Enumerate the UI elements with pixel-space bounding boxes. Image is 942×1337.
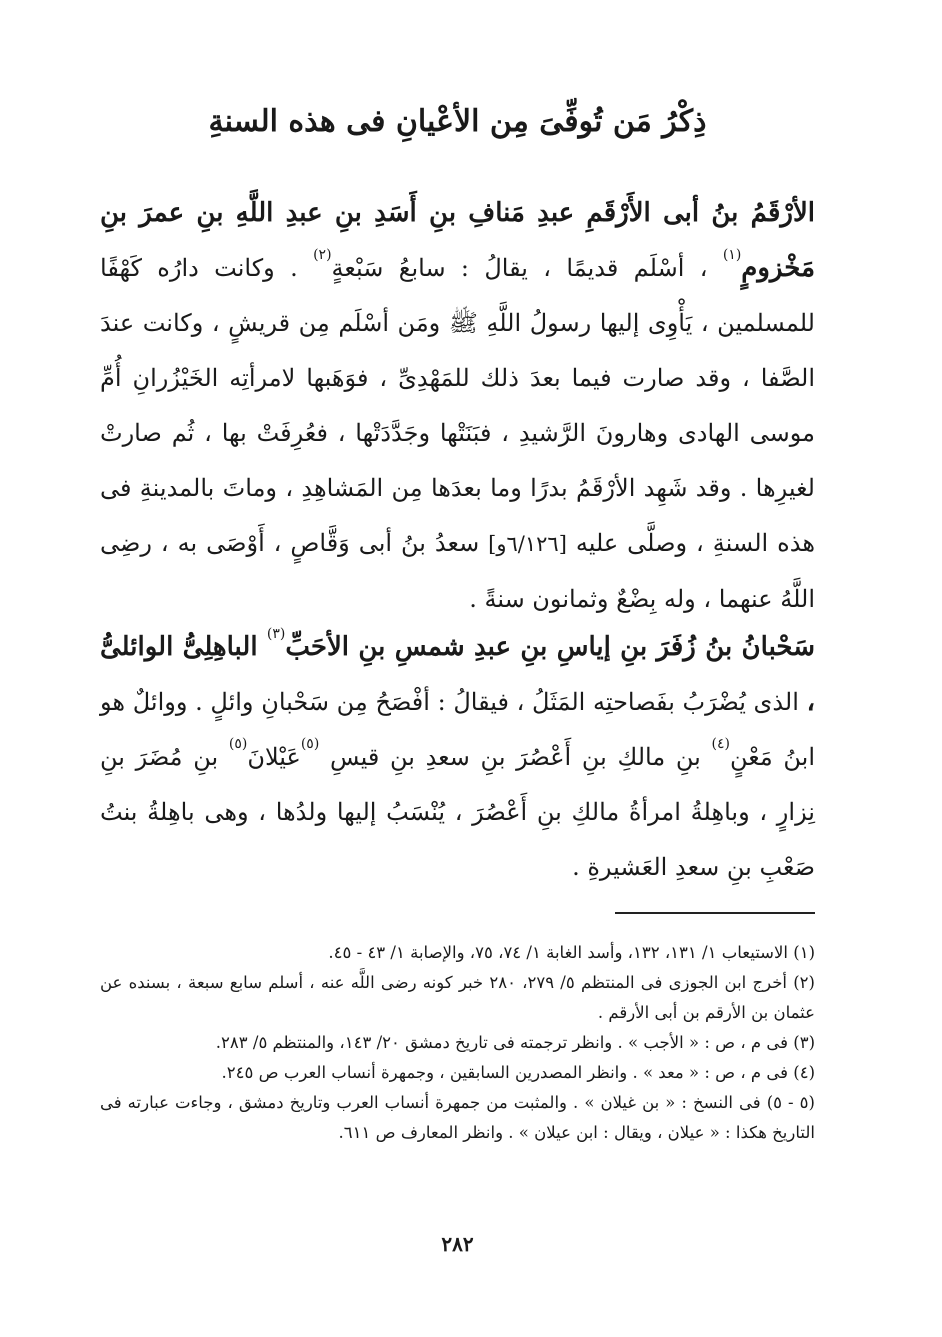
footnotes — [100, 938, 815, 1148]
section-heading: ذِكْرُ مَن تُوفِّىَ مِن الأعْيانِ فى هذه السنةِ — [208, 104, 707, 139]
footnote-ref: (٤) — [711, 736, 730, 752]
footnote-ref: (٥) — [228, 736, 248, 752]
entry-name: الأرْقَمُ بنُ أبى الأَرْقَمِ عبدِ مَنافِ بنِ أَسَدِ بنِ عبدِ اللَّهِ بنِ عمرَ بنِ مَخْزومٍ — [100, 198, 815, 283]
entry-text: سعدُ بنُ أبى وَقَّاصٍ ، أَوْصَى به ، رضِى اللَّهُ عنهما ، وله بِضْعٌ وثمانون سنةً . — [100, 529, 815, 613]
entry-name-tail: الباهِلِىُّ الوائلىُّ ، — [100, 632, 815, 717]
footnote-4: (٤) فى م ، ص : « معد » . وانظر المصدرين السابقين ، وجمهرة أنساب العرب ص ٢٤٥. — [221, 1063, 815, 1082]
entry-text: . وكانت دارُه كَهْفًا للمسلمين ، يَأْوِى إليها رسولُ اللَّهِ ﷺ ومَن أسْلَم مِن قريشٍ ، وكانت عندَ الصَّفا ، وقد صارت فيما بعدَ ذلك للمَهْدِىِّ ، فوَهَبها لامرأتِه الخَيْزُرانِ أُمِّ موسى الهادى وهارونَ الرَّشيدِ ، فبَنَتْها وجَدَّدَتْها ، فعُرِفَتْ بها ، ثُم صارتْ لغيرِها . وقد شَهِد الأرْقَمُ بدرًا وما بعدَها مِن المَشاهِدِ ، وماتَ بالمدينةِ فى هذه السنةِ ، وصلَّى عليه — [100, 254, 815, 557]
book-page — [100, 0, 815, 1337]
footnote-3: (٣) فى م ، ص : « الأجب » . وانظر ترجمته فى تاريخ دمشق ٢٠/ ١٤٣، والمنتظم ٥/ ٢٨٣. — [215, 1033, 815, 1052]
footnote-divider — [615, 912, 815, 914]
biography-entry-arqam — [100, 186, 815, 627]
entry-text: بنِ مالكِ بنِ أَعْصُرَ بنِ سعدِ بنِ قيسِ — [319, 743, 712, 771]
footnote-ref: (١) — [722, 247, 742, 263]
entry-text: ، أسْلَم قديمًا ، يقالُ : سابعُ سَبْعةٍ — [331, 254, 723, 282]
entry-name: سَحْبانُ بنُ زُفَرَ بنِ إياسِ بنِ عبدِ شمسِ بنِ الأحَبِّ — [285, 632, 815, 662]
footnote-5: (٥ - ٥) فى النسخ : « بن غيلان » . والمثبت من جمهرة أنساب العرب وتاريخ دمشق ، وجاءت عبارته فى التاريخ هكذا : « عيلان ، ويقال : ابن عيلان » . وانظر المعارف ص ٦١١. — [100, 1093, 815, 1142]
footnote-ref: (٥) — [300, 736, 320, 752]
entry-text: الذى يُضْرَبُ بفَصاحتِه المَثَلُ ، فيقالُ : أفْصَحُ مِن سَحْبانِ وائلٍ . ووائلٌ هو ابنُ مَعْنٍ — [100, 688, 815, 771]
manuscript-folio-ref: [٦/١٢٦و] — [488, 532, 567, 556]
biography-entry-sahban — [100, 620, 815, 895]
entry-text: بنِ مُضَرَ بنِ نِزارٍ ، وباهِلةُ امرأةُ مالكِ بنِ أَعْصُرَ ، يُنْسَبُ إليها ولدُها ، وهى باهِلةُ بنتُ صَعْبِ بنِ سعدِ العَشيرةِ . — [100, 743, 815, 881]
footnote-1: (١) الاستيعاب ١/ ١٣١، ١٣٢، وأسد الغابة ١/ ٧٤، ٧٥، والإصابة ١/ ٤٣ - ٤٥. — [328, 943, 815, 962]
footnote-ref: (٢) — [313, 247, 332, 263]
entry-text: عَيْلانَ — [247, 743, 301, 771]
footnote-ref: (٣) — [266, 626, 286, 642]
page-number: ٢٨٢ — [441, 1232, 474, 1256]
footnote-2: (٢) أخرج ابن الجوزى فى المنتظم ٥/ ٢٧٩، ٢٨٠ خبر كونه رضى اللَّه عنه ، أسلم سابع سبعة ، بسنده عن عثمان بن الأرقم بن أبى الأرقم . — [100, 973, 815, 1022]
